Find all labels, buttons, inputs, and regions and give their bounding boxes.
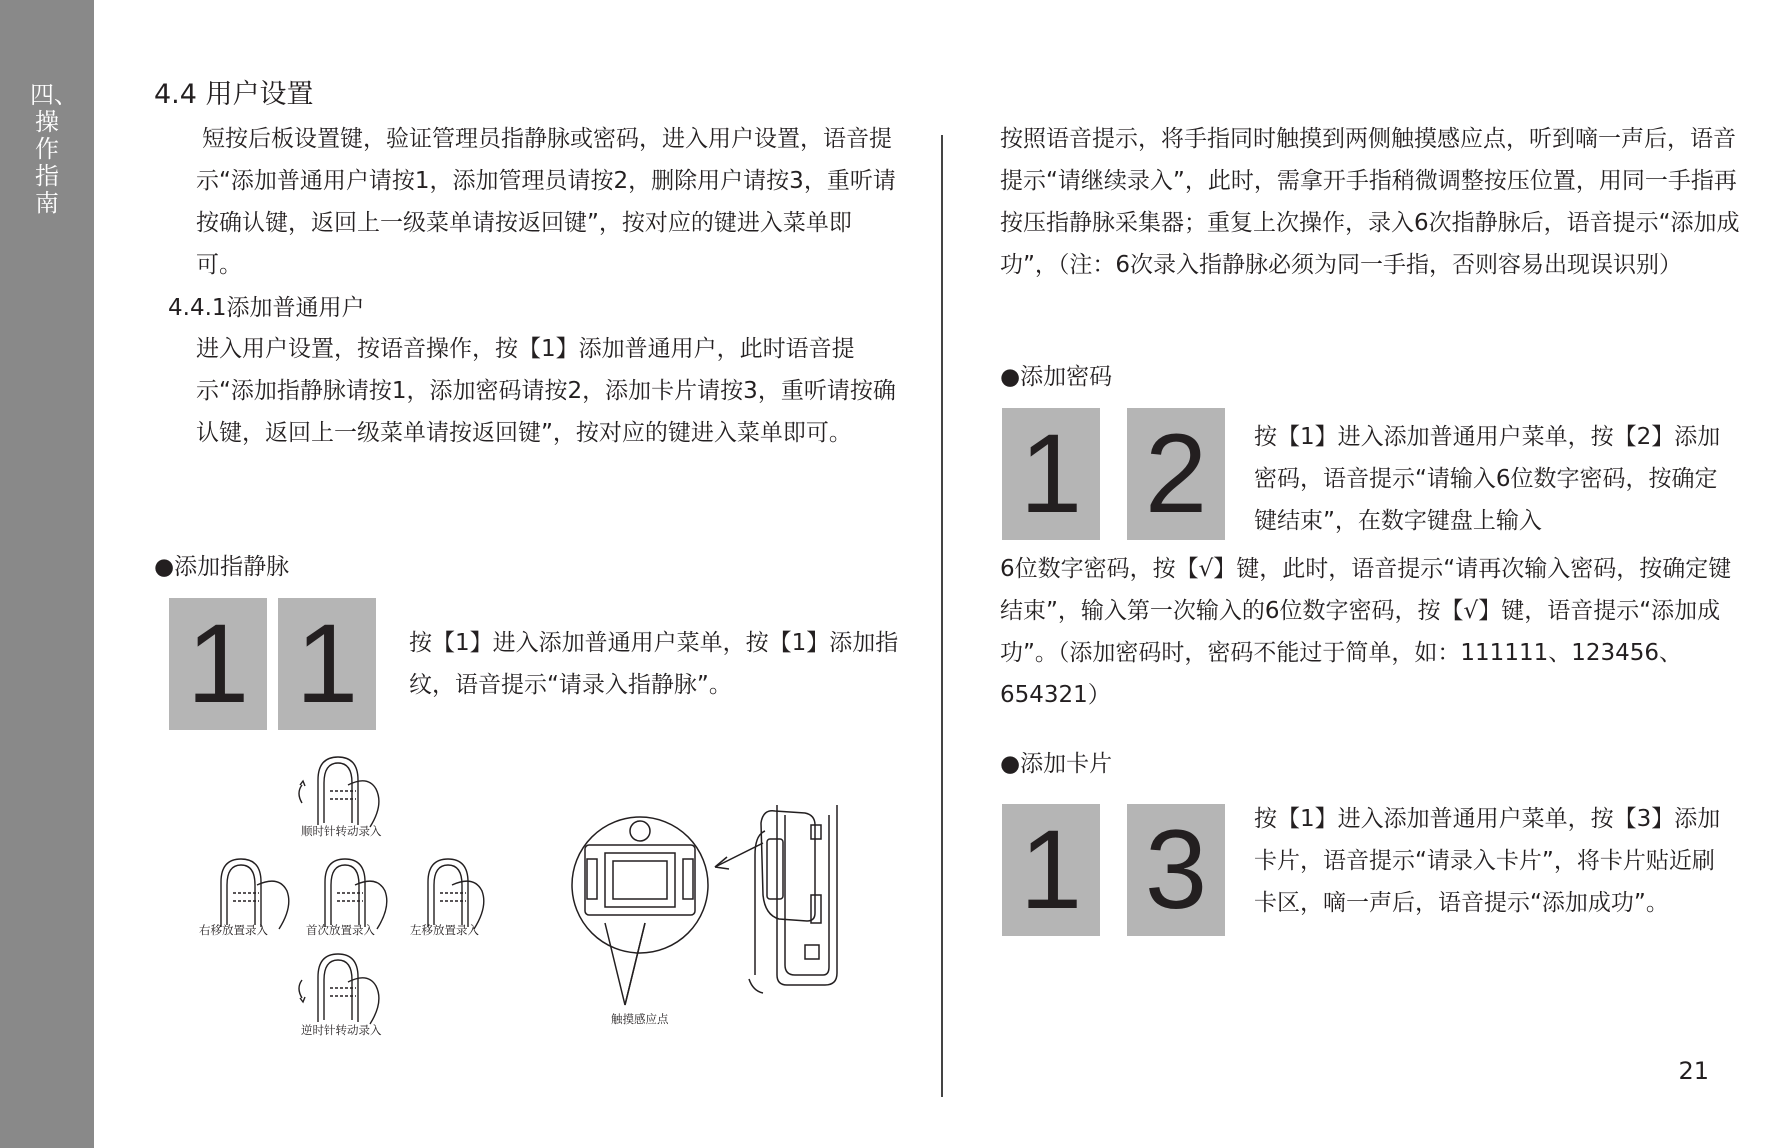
column-divider: [941, 135, 943, 1097]
key-1: 1: [1002, 804, 1100, 936]
key-1: 1: [169, 598, 267, 730]
caption-first-place: 首次放置录入: [306, 923, 375, 937]
card-heading: ●添加卡片: [1000, 751, 1113, 777]
intro-paragraph: 短按后板设置键，验证管理员指静脉或密码，进入用户设置，语音提示“添加普通用户请按1，添加管理员请按2，删除用户请按3，重听请按确认键，返回上一级菜单请按返回键”，按对应的键进入菜单即可。: [196, 126, 896, 278]
key-1: 1: [1002, 408, 1100, 540]
key-3: 3: [1127, 804, 1225, 936]
key-1: 1: [278, 598, 376, 730]
caption-right-shift: 右移放置录入: [199, 923, 268, 937]
section-title: 4.4 用户设置: [154, 79, 314, 110]
chapter-sidebar: [0, 0, 94, 1148]
caption-clockwise: 顺时针转动录入: [301, 824, 382, 838]
page-number: 21: [1678, 1057, 1709, 1085]
subsection-title: 4.4.1添加普通用户: [168, 295, 365, 321]
card-instructions: 按【1】进入添加普通用户菜单，按【3】添加卡片，语音提示“请录入卡片”，将卡片贴近刷卡区，嘀一声后，语音提示“添加成功”。: [1254, 806, 1721, 916]
finger-placement-figure: [195, 750, 505, 1050]
vein-heading: ●添加指静脉: [154, 554, 290, 580]
vein-instructions: 按【1】进入添加普通用户菜单，按【1】添加指纹，语音提示“请录入指静脉”。: [409, 630, 899, 698]
caption-left-shift: 左移放置录入: [410, 923, 479, 937]
password-heading: ●添加密码: [1000, 364, 1113, 390]
lock-touch-sensor-figure: [565, 795, 865, 1015]
password-instructions-side: 按【1】进入添加普通用户菜单，按【2】添加密码，语音提示“请输入6位数字密码，按确定键结束”，在数字键盘上输入: [1254, 424, 1721, 534]
subsection-paragraph: 进入用户设置，按语音操作，按【1】添加普通用户，此时语音提示“添加指静脉请按1，添加密码请按2，添加卡片请按3，重听请按确认键，返回上一级菜单请按返回键”，按对应的键进入菜单即可。: [196, 336, 896, 446]
caption-counterclockwise: 逆时针转动录入: [301, 1023, 382, 1037]
key-2: 2: [1127, 408, 1225, 540]
caption-touch-points: 触摸感应点: [611, 1012, 669, 1026]
password-instructions-full: 6位数字密码，按【√】键，此时，语音提示“请再次输入密码，按确定键结束”，输入第一次输入的6位数字密码，按【√】键，语音提示“添加成功”。（添加密码时，密码不能过于简单，如：111111、123456、654321）: [1000, 556, 1732, 708]
chapter-label: 四、操作指南: [30, 81, 78, 217]
continued-paragraph: 按照语音提示，将手指同时触摸到两侧触摸感应点，听到嘀一声后，语音提示“请继续录入”，此时，需拿开手指稍微调整按压位置，用同一手指再按压指静脉采集器；重复上次操作，录入6次指静脉后，语音提示“添加成功”，（注：6次录入指静脉必须为同一手指，否则容易出现误识别）: [1000, 126, 1740, 278]
